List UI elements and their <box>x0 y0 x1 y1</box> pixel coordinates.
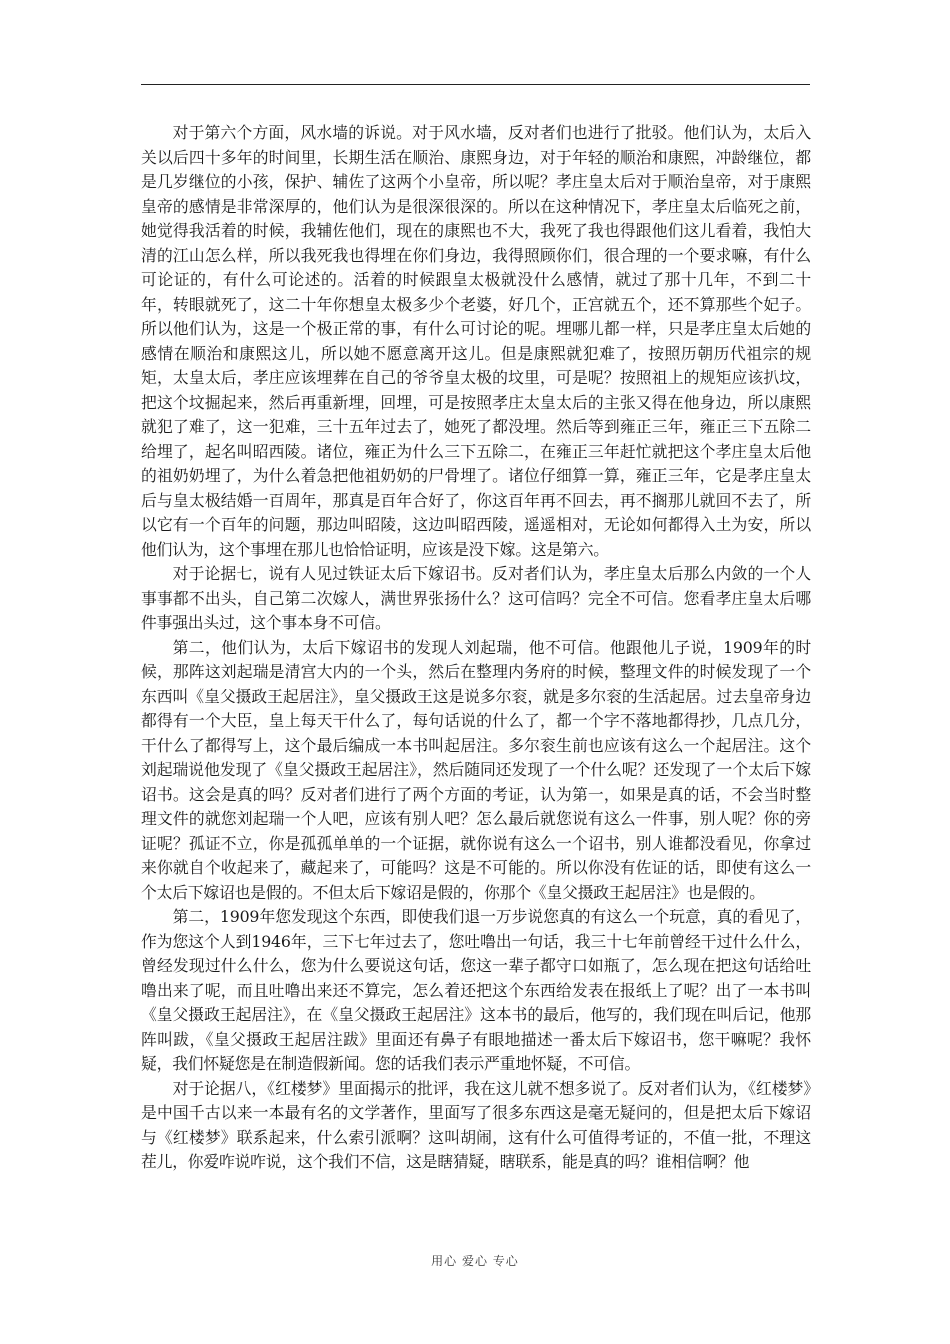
paragraph-5: 对于论据八，《红楼梦》里面揭示的批评，我在这儿就不想多说了。反对者们认为，《红楼梦》是中国千古以来一本最有名的文学著作，里面写了很多东西这是毫无疑问的，但是把太后下嫁诏与《红楼梦》联系起来，什么索引派啊？这叫胡闹，这有什么可值得考证的，不值一批，不理这茬儿，你爱咋说咋说，这个我们不信，这是瞎猜疑，瞎联系，能是真的吗？谁相信啊？他 <box>141 1078 811 1171</box>
document-body <box>141 121 811 1175</box>
header-rule <box>141 84 810 85</box>
paragraph-1: 对于第六个方面，风水墙的诉说。对于风水墙，反对者们也进行了批驳。他们认为，太后入关以后四十多年的时间里，长期生活在顺治、康熙身边，对于年轻的顺治和康熙，冲龄继位，都是几岁继位的小孩，保护、辅佐了这两个小皇帝，所以呢？孝庄皇太后对于顺治皇帝，对于康熙皇帝的感情是非常深厚的，他们认为是很深很深的。所以在这种情况下，孝庄皇太后临死之前，她觉得我活着的时候，我辅佐他们，现在的康熙也不大，我死了我也得跟他们这儿看着，我怕大清的江山怎么样，所以我死我也得埋在你们身边，我得照顾你们，很合理的一个要求嘛，有什么可论证的，有什么可论述的。活着的时候跟皇太极就没什么感情，就过了那十几年，不到二十年，转眼就死了，这二十年你想皇太极多少个老婆，好几个，正宫就五个，还不算那些个妃子。所以他们认为，这是一个极正常的事，有什么可讨论的呢。埋哪儿都一样，只是孝庄皇太后她的感情在顺治和康熙这儿，所以她不愿意离开这儿。但是康熙就犯难了，按照历朝历代祖宗的规矩，太皇太后，孝庄应该埋葬在自己的爷爷皇太极的坟里，可是呢？按照祖上的规矩应该扒坟，把这个坟掘起来，然后再重新埋，回埋，可是按照孝庄太皇太后的主张又得在他身边，所以康熙就犯了难了，这一犯难，三十五年过去了，她死了都没埋。然后等到雍正三年，雍正三下五除二给埋了，起名叫昭西陵。诸位，雍正为什么三下五除二，在雍正三年赶忙就把这个孝庄皇太后他的祖奶奶埋了，为什么着急把他祖奶奶的尸骨埋了。诸位仔细算一算，雍正三年，它是孝庄皇太后与皇太极结婚一百周年，那真是百年合好了，你这百年再不回去，再不搁那儿就回不去了，所以它有一个百年的问题，那边叫昭陵，这边叫昭西陵，遥遥相对，无论如何都得入土为安，所以他们认为，这个事埋在那儿也恰恰证明，应该是没下嫁。这是第六。 <box>141 123 811 559</box>
paragraph-4: 第二，1909年您发现这个东西，即使我们退一万步说您真的有这么一个玩意，真的看见了，作为您这个人到1946年，三下七年过去了，您吐噜出一句话，我三十七年前曾经干过什么什么，曾经发现过什么什么，您为什么要说这句话，您这一辈子都守口如瓶了，怎么现在把这句话给吐噜出来了呢，而且吐噜出来还不算完，怎么着还把这个东西给发表在报纸上了呢？出了一本书叫《皇父摄政王起居注》，在《皇父摄政王起居注》这本书的最后，他写的，我们现在叫后记，他那阵叫跋，《皇父摄政王起居注跋》里面还有鼻子有眼地描述一番太后下嫁诏书，您干嘛呢？我怀疑，我们怀疑您是在制造假新闻。您的话我们表示严重地怀疑，不可信。 <box>141 907 811 1073</box>
paragraph-2: 对于论据七，说有人见过铁证太后下嫁诏书。反对者们认为，孝庄皇太后那么内敛的一个人事事都不出头，自己第二次嫁人，满世界张扬什么？这可信吗？完全不可信。您看孝庄皇太后哪件事强出头过，这个事本身不可信。 <box>141 564 811 632</box>
page-footer: 用心 爱心 专心 <box>431 1254 519 1268</box>
paragraph-3: 第二，他们认为，太后下嫁诏书的发现人刘起瑞，他不可信。他跟他儿子说，1909年的时候，那阵这刘起瑞是清宫大内的一个头，然后在整理内务府的时候，整理文件的时候发现了一个东西叫《皇父摄政王起居注》，皇父摄政王这是说多尔衮，就是多尔衮的生活起居。过去皇帝身边都得有一个大臣，皇上每天干什么了，每句话说的什么了，都一个字不落地都得抄，几点几分，干什么了都得写上，这个最后编成一本书叫起居注。多尔衮生前也应该有这么一个起居注。这个刘起瑞说他发现了《皇父摄政王起居注》，然后随同还发现了一个什么呢？还发现了一个太后下嫁诏书。这会是真的吗？反对者们进行了两个方面的考证，认为第一，如果是真的话，不会当时整理文件的就您刘起瑞一个人吧，应该有别人吧？怎么最后就您说有这么一件事，别人呢？你的旁证呢？孤证不立，你是孤孤单单的一个证据，就你说有这么一个诏书，别人谁都没看见，你拿过来你就自个收起来了，藏起来了，可能吗？这是不可能的。所以你没有佐证的话，即使有这么一个太后下嫁诏也是假的。不但太后下嫁诏是假的，你那个《皇父摄政王起居注》也是假的。 <box>141 637 811 902</box>
